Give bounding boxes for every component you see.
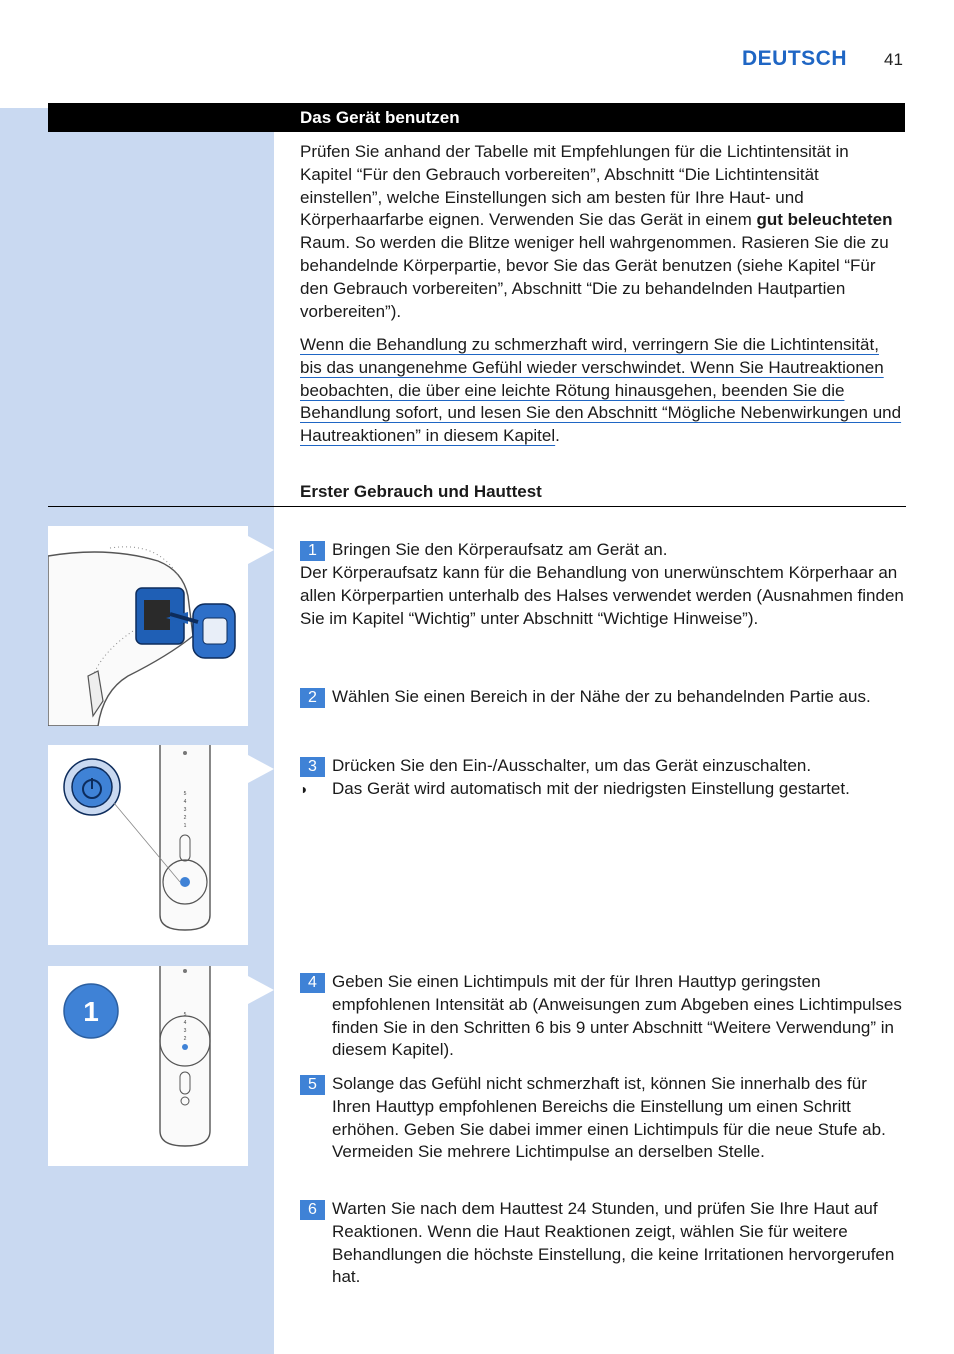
intro-bold: gut beleuchteten bbox=[756, 210, 893, 230]
step-text: Solange das Gefühl nicht schmerzhaft ist, können Sie innerhalb des für Ihren Hauttyp empfohlenen Bereichs die Einstellung um einen Schritt erhöhen. Geben Sie dabei immer einen Lichtimpuls für die neue Stufe ab. Vermeiden Sie mehrere Lichtimpulse an derselben Stelle. bbox=[332, 1074, 886, 1162]
step-text: Drücken Sie den Ein-/Ausschalter, um das Gerät einzuschalten. bbox=[332, 756, 812, 775]
step-number: 4 bbox=[300, 973, 325, 993]
result-text: Das Gerät wird automatisch mit der niedrigsten Einstellung gestartet. bbox=[332, 779, 850, 798]
section-title-bar bbox=[48, 103, 905, 132]
figure-power-button bbox=[48, 745, 248, 945]
level-5: 5 bbox=[183, 791, 187, 797]
step-number: 3 bbox=[300, 757, 325, 777]
device-level-labels bbox=[184, 791, 187, 829]
step-2 bbox=[300, 686, 910, 709]
figure-flash-level bbox=[48, 966, 248, 1166]
step-text: Wählen Sie einen Bereich in der Nähe der zu behandelnden Partie aus. bbox=[332, 687, 871, 706]
section-title: Das Gerät benutzen bbox=[300, 108, 460, 127]
step-6 bbox=[300, 1198, 910, 1289]
figure-pointer bbox=[248, 755, 274, 783]
step-5 bbox=[300, 1073, 910, 1164]
figure-pointer bbox=[248, 976, 274, 1004]
step-3-result bbox=[300, 778, 910, 801]
level-4: 4 bbox=[183, 799, 187, 805]
warning-end: . bbox=[555, 426, 560, 446]
result-bullet-icon: ◗ bbox=[300, 781, 309, 797]
step-text: Geben Sie einen Lichtimpuls mit der für Ihren Hauttyp geringsten empfohlenen Intensität ab (Anweisungen zum Abgeben eines Lichtimpulses finden Sie in den Schritten 6 bis 9 unter Abschnitt “Weitere Verwendung” in diesem Kapitel). bbox=[332, 972, 902, 1060]
level-2: 2 bbox=[183, 1036, 187, 1042]
level-3: 3 bbox=[183, 807, 187, 813]
step-text: Warten Sie nach dem Hauttest 24 Stunden, und prüfen Sie Ihre Haut auf Reaktionen. Wenn die Haut Reaktionen zeigt, wählen Sie für weitere Behandlungen die höchste Einstellung, die keine Irritationen hervorgerufen hat. bbox=[332, 1199, 895, 1287]
level-badge-1: 1 bbox=[83, 996, 99, 1027]
step-number: 1 bbox=[300, 541, 325, 561]
level-4: 4 bbox=[183, 1020, 187, 1026]
figure-attach-body-attachment bbox=[48, 526, 248, 726]
intro-paragraph bbox=[300, 141, 905, 323]
step-3 bbox=[300, 755, 910, 778]
warning-text: Wenn die Behandlung zu schmerzhaft wird, verringern Sie die Lichtintensität, bis das unangenehme Gefühl wieder verschwindet. Wenn Sie Hautreaktionen beobachten, die über eine leichte Rötung hinausgehen, beenden Sie die Behandlung sofort, und lesen Sie den Abschnitt “Mögliche Nebenwirkungen und Hautreaktionen” in diesem Kapitel bbox=[300, 335, 902, 446]
step-number: 2 bbox=[300, 688, 325, 708]
section-divider bbox=[48, 506, 906, 507]
step-number: 5 bbox=[300, 1075, 325, 1095]
warning-paragraph bbox=[300, 334, 905, 448]
level-5: 5 bbox=[183, 1012, 187, 1018]
level-1: 1 bbox=[183, 823, 187, 829]
intro-text-1: Prüfen Sie anhand der Tabelle mit Empfehlungen für die Lichtintensität in Kapitel “Für den Gebrauch vorbereiten”, Abschnitt “Die Lichtintensität einstellen”, welche Einstellungen sich am besten für Ihre Haut- und Körperhaarfarbe eignen. Verwenden Sie das Gerät in einem bbox=[300, 142, 849, 230]
subsection-title: Erster Gebrauch und Hauttest bbox=[300, 482, 542, 501]
step-1 bbox=[300, 539, 910, 562]
figure-pointer bbox=[248, 536, 274, 564]
level-3: 3 bbox=[183, 1028, 187, 1034]
step-4 bbox=[300, 971, 910, 1062]
step-number: 6 bbox=[300, 1200, 325, 1220]
language-header: DEUTSCH bbox=[742, 47, 848, 70]
page-number: 41 bbox=[884, 50, 903, 69]
step-text: Bringen Sie den Körperaufsatz am Gerät an. bbox=[332, 540, 668, 559]
sidebar-background bbox=[0, 108, 274, 1354]
intro-text-2: Raum. So werden die Blitze weniger hell wahrgenommen. Rasieren Sie die zu behandelnde Körperpartie, bevor Sie das Gerät benutzen (siehe Kapitel “Für den Gebrauch vorbereiten”, Abschnitt “Die zu behandelnden Hautpartien vorbereiten”). bbox=[300, 233, 889, 321]
level-2: 2 bbox=[183, 815, 187, 821]
step-1-note: Der Körperaufsatz kann für die Behandlung von unerwünschtem Körperhaar an allen Körperpartien unterhalb des Halses verwendet werden (Ausnahmen finden Sie im Kapitel “Wichtig” unter Abschnitt “Wichtige Hinweise”). bbox=[300, 563, 904, 628]
